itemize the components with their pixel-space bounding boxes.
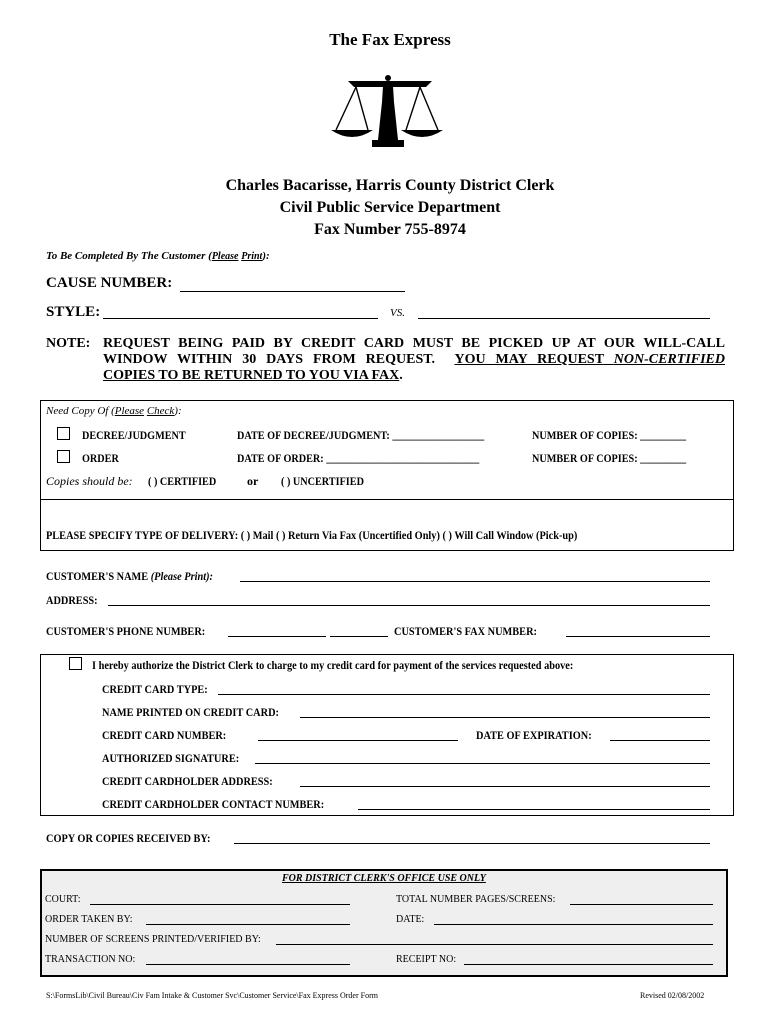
page-title: The Fax Express [329, 30, 451, 49]
signature-field[interactable] [255, 763, 710, 764]
phone-field[interactable] [228, 636, 326, 637]
card-number-field[interactable] [258, 740, 458, 741]
delivery-options[interactable]: PLEASE SPECIFY TYPE OF DELIVERY: ( ) Mail ( ) Return Via Fax (Uncertified Only) ( ) Will Call Window (Pick-up) [46, 528, 578, 542]
office-use-box [40, 869, 728, 977]
heading-line1: Charles Bacarisse, Harris County District Clerk [225, 177, 555, 194]
decree-checkbox[interactable] [57, 427, 70, 440]
fax-label: CUSTOMER'S FAX NUMBER: [394, 624, 537, 638]
date-label: DATE: [396, 914, 425, 925]
order-label: ORDER [82, 451, 119, 465]
card-number-label: CREDIT CARD NUMBER: [102, 728, 227, 742]
footer-path: S:\FormsLib\Civil Bureau\Civ Fam Intake & Customer Svc\Customer Service\Fax Express Order Form [46, 991, 378, 1000]
decree-date-field[interactable]: DATE OF DECREE/JUDGMENT: __________________ [237, 428, 485, 442]
style-plaintiff-field[interactable] [103, 318, 378, 319]
uncertified-option[interactable]: ( ) UNCERTIFIED [281, 474, 364, 488]
received-by-label: COPY OR COPIES RECEIVED BY: [46, 831, 211, 845]
cardholder-contact-field[interactable] [358, 809, 710, 810]
total-pages-field[interactable] [570, 904, 713, 905]
style-defendant-field[interactable] [418, 318, 710, 319]
screens-printed-label: NUMBER OF SCREENS PRINTED/VERIFIED BY: [45, 934, 261, 945]
decree-copies-field[interactable]: NUMBER OF COPIES: _________ [532, 428, 687, 442]
style-label: STYLE: [46, 304, 101, 320]
receipt-field[interactable] [464, 964, 713, 965]
cardholder-address-label: CREDIT CARDHOLDER ADDRESS: [102, 774, 273, 788]
order-date-field[interactable]: DATE OF ORDER: ______________________________ [237, 451, 480, 465]
delivery-box [40, 498, 734, 551]
need-copy-label: Need Copy Of (Please Check): [46, 405, 182, 417]
total-pages-label: TOTAL NUMBER PAGES/SCREENS: [396, 894, 556, 905]
cause-number-label: CAUSE NUMBER: [46, 275, 173, 291]
or-label: or [247, 474, 259, 488]
footer-revised: Revised 02/08/2002 [640, 991, 705, 1000]
card-type-label: CREDIT CARD TYPE: [102, 682, 208, 696]
expiration-label: DATE OF EXPIRATION: [476, 728, 592, 742]
note-line3: COPIES TO BE RETURNED TO YOU VIA FAX. [103, 368, 403, 383]
transaction-label: TRANSACTION NO: [45, 954, 136, 965]
transaction-field[interactable] [146, 964, 350, 965]
received-by-field[interactable] [234, 843, 710, 844]
phone-label: CUSTOMER'S PHONE NUMBER: [46, 624, 206, 638]
phone-field-2[interactable] [330, 636, 388, 637]
customer-name-field[interactable] [240, 581, 710, 582]
heading-line3: Fax Number 755-8974 [314, 221, 466, 238]
cardholder-address-field[interactable] [300, 786, 710, 787]
order-taken-label: ORDER TAKEN BY: [45, 914, 133, 925]
signature-label: AUTHORIZED SIGNATURE: [102, 751, 240, 765]
name-on-card-field[interactable] [300, 717, 710, 718]
heading-line2: Civil Public Service Department [279, 199, 501, 216]
vs-label: VS. [390, 307, 405, 319]
expiration-field[interactable] [610, 740, 710, 741]
note-line1: REQUEST BEING PAID BY CREDIT CARD MUST BE PICKED UP AT OUR WILL-CALL [103, 336, 725, 351]
office-use-header: FOR DISTRICT CLERK'S OFFICE USE ONLY [282, 873, 486, 884]
order-checkbox[interactable] [57, 450, 70, 463]
screens-printed-field[interactable] [276, 944, 713, 945]
certified-option[interactable]: ( ) CERTIFIED [148, 474, 217, 488]
address-field[interactable] [108, 605, 710, 606]
court-label: COURT: [45, 894, 81, 905]
scales-of-justice-icon [328, 72, 444, 154]
order-taken-field[interactable] [146, 924, 350, 925]
name-on-card-label: NAME PRINTED ON CREDIT CARD: [102, 705, 279, 719]
note-label: NOTE: [46, 336, 91, 351]
order-copies-field[interactable]: NUMBER OF COPIES: _________ [532, 451, 687, 465]
address-label: ADDRESS: [46, 593, 98, 607]
customer-name-label: CUSTOMER'S NAME (Please Print): [46, 569, 213, 583]
decree-label: DECREE/JUDGMENT [82, 428, 186, 442]
fax-field[interactable] [566, 636, 710, 637]
instructions: To Be Completed By The Customer (Please Print): [46, 250, 270, 262]
cause-number-field[interactable] [180, 291, 405, 292]
authorize-checkbox[interactable] [69, 657, 82, 670]
note-line2: WINDOW WITHIN 30 DAYS FROM REQUEST. YOU MAY REQUEST NON-CERTIFIED [103, 352, 726, 367]
receipt-label: RECEIPT NO: [396, 954, 457, 965]
cardholder-contact-label: CREDIT CARDHOLDER CONTACT NUMBER: [102, 797, 325, 811]
court-field[interactable] [90, 904, 350, 905]
authorization-text: I hereby authorize the District Clerk to charge to my credit card for payment of the services requested above: [92, 658, 574, 672]
date-field[interactable] [434, 924, 713, 925]
card-type-field[interactable] [218, 694, 710, 695]
copies-should-be-label: Copies should be: [46, 474, 133, 488]
